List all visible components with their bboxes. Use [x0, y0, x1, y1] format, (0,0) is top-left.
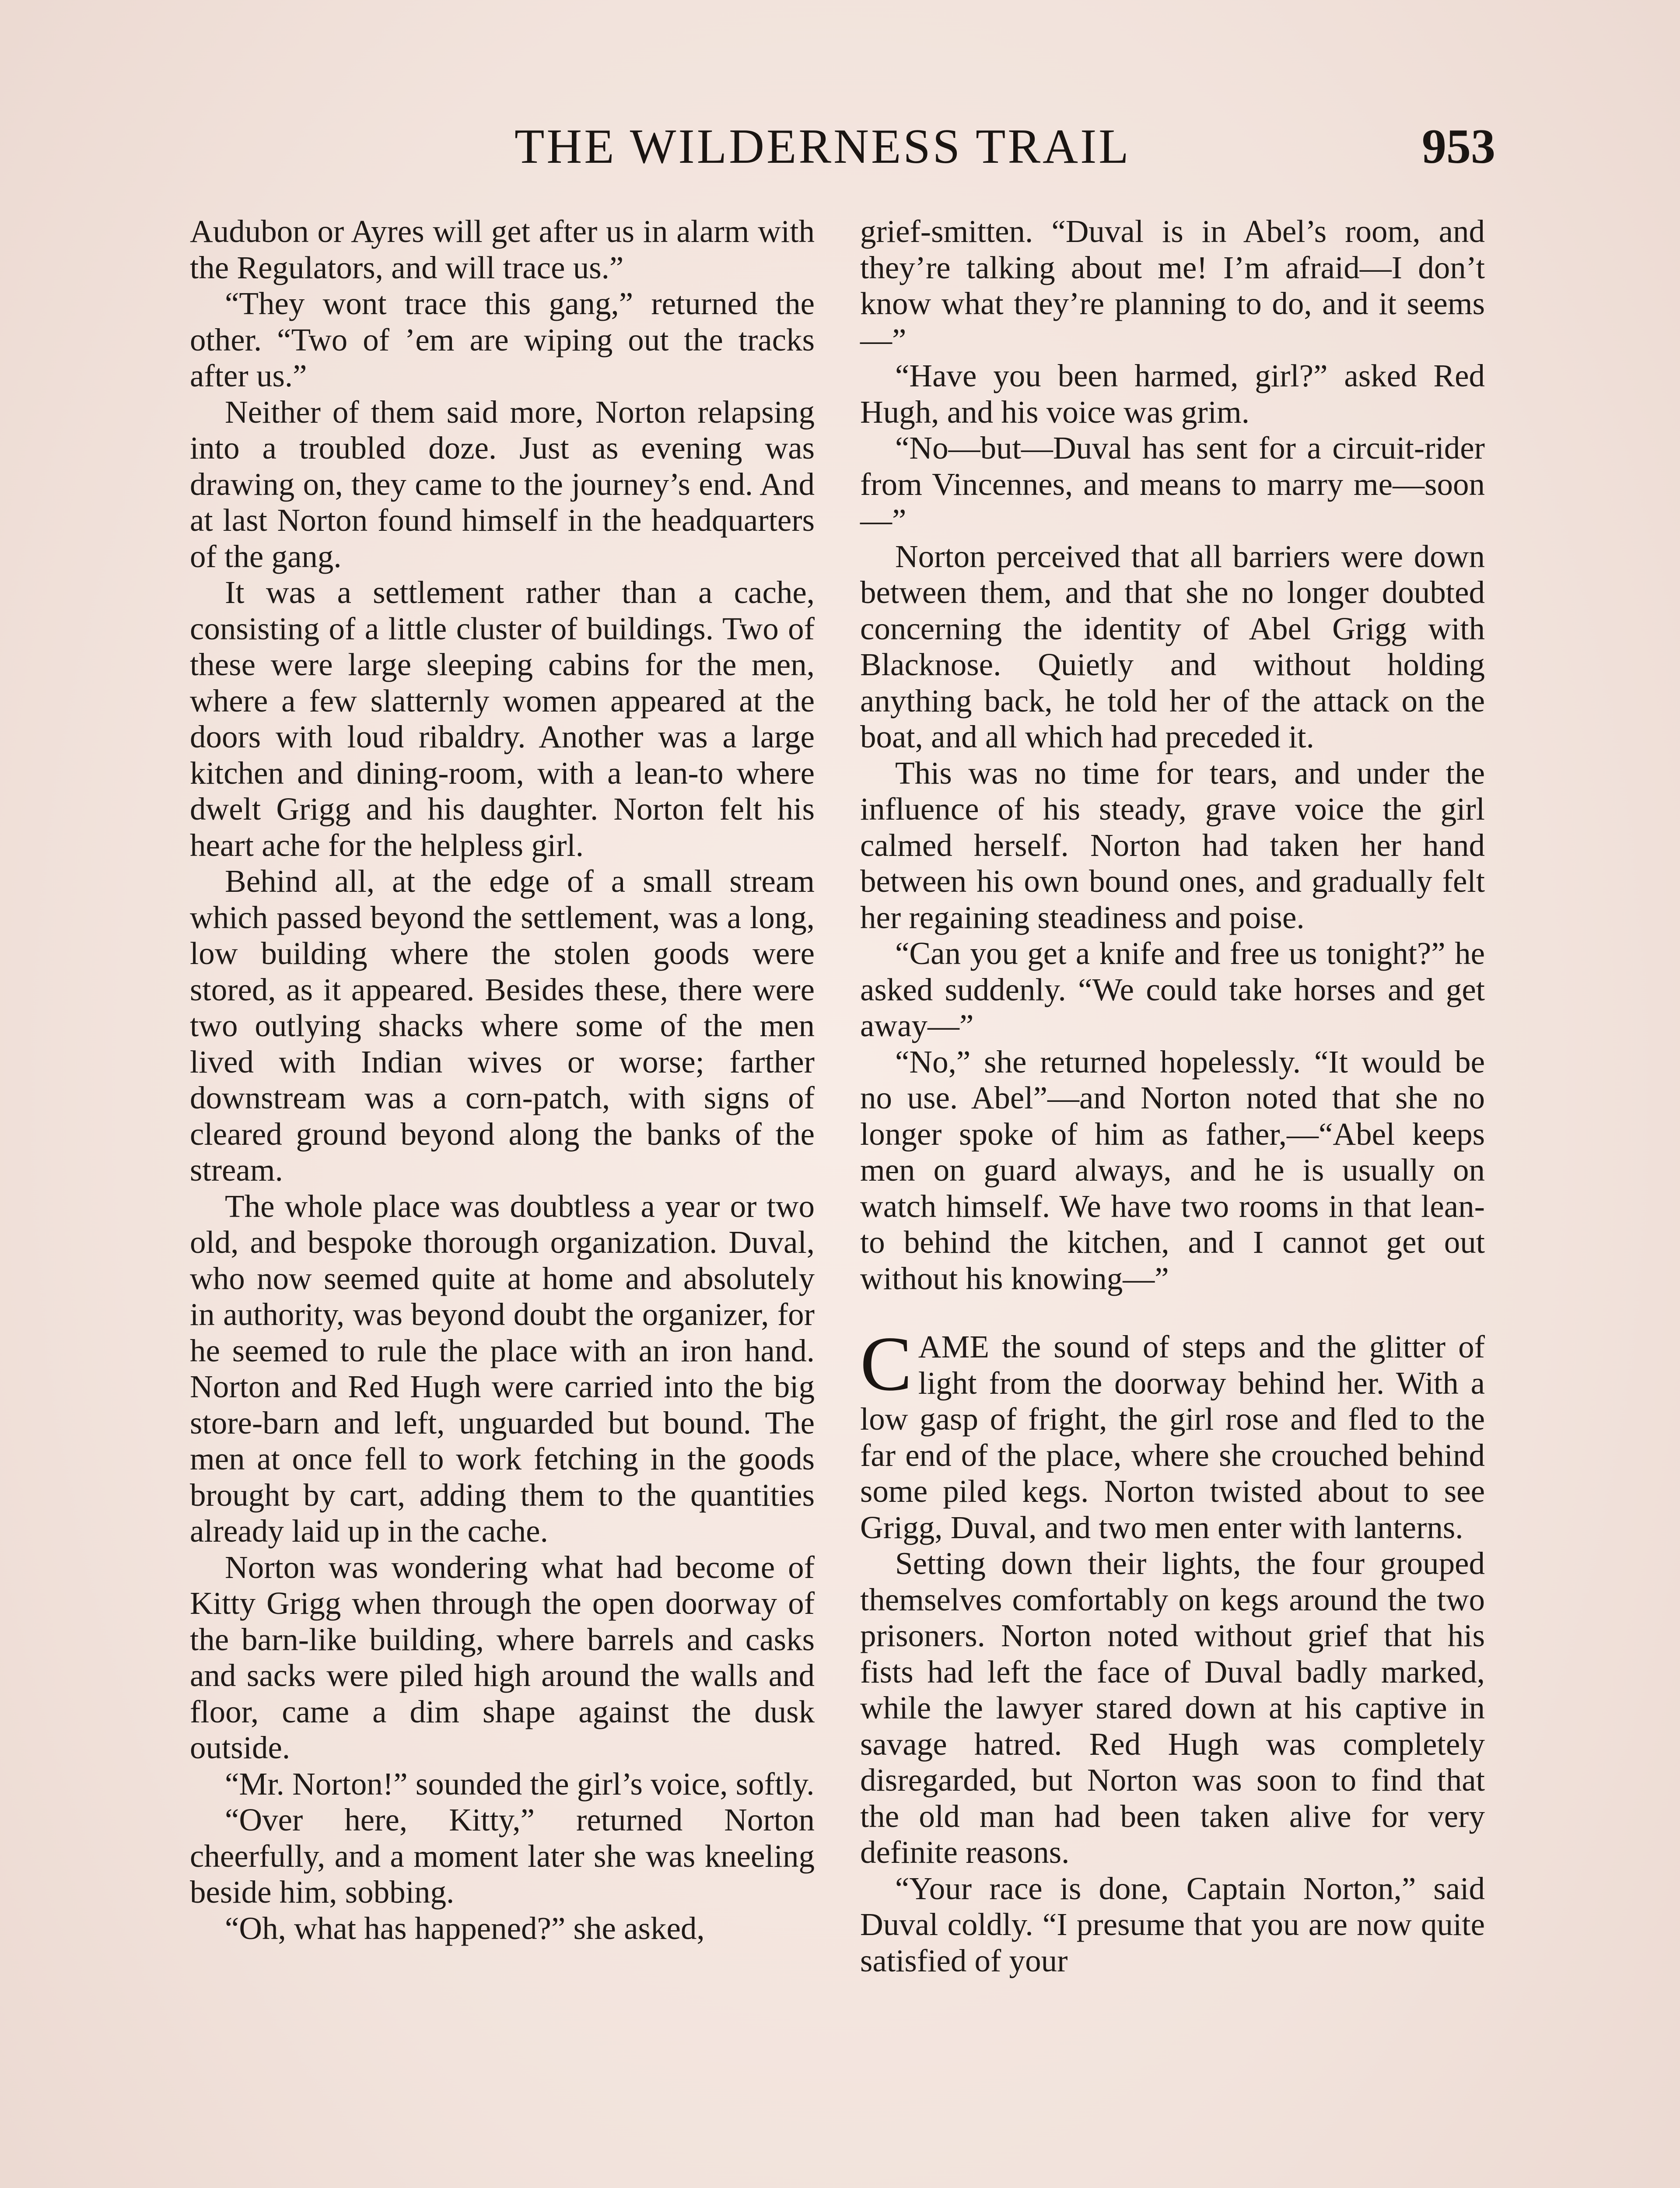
paragraph: “No,” she returned hopelessly. “It would be no use. Abel”—and Norton noted that she no longer spoke of him as father,—“Abel keeps men on guard always, and he is usually on watch himself. We have two rooms in that lean-to behind the kitchen, and I cannot get out without his knowing—” — [860, 1044, 1485, 1296]
right-column — [860, 214, 1485, 1979]
paragraph: “Oh, what has happened?” she asked, — [225, 1910, 705, 1946]
running-head: THE WILDERNESS TRAIL — [514, 119, 1131, 174]
section-break — [860, 1297, 1485, 1329]
paragraph: “They wont trace this gang,” returned the other. “Two of ’em are wiping out the tracks after us.” — [190, 286, 815, 393]
drop-cap: C — [860, 1320, 912, 1407]
paragraph: Behind all, at the edge of a small stream which passed beyond the settlement, was a long, low building where the stolen goods were stored, as it appeared. Besides these, there were two outlying shacks where some of the men lived with Indian wives or worse; farther downstream was a corn-patch, with signs of cleared ground beyond along the banks of the stream. — [190, 863, 815, 1188]
paragraph: Norton perceived that all barriers were down between them, and that she no longer doubted concerning the identity of Abel Grigg with Blacknose. Quietly and without holding anything back, he told her of the attack on the boat, and all which had preceded it. — [860, 538, 1485, 754]
paragraph: “Can you get a knife and free us tonight?” he asked suddenly. “We could take horses and get away—” — [860, 936, 1485, 1043]
paragraph: It was a settlement rather than a cache, consisting of a little cluster of buildings. Two of these were large sleeping cabins for the men, where a few slatternly women appeared at the doors with loud ribaldry. Another was a large kitchen and dining-room, with a lean-to where dwelt Grigg and his daughter. Norton felt his heart ache for the helpless girl. — [190, 575, 815, 863]
paragraph: Audubon or Ayres will get after us in alarm with the Regulators, and will trace us.” — [190, 214, 815, 285]
paragraph: “Over here, Kitty,” returned Norton cheerfully, and a moment later she was kneeling beside him, sobbing. — [190, 1802, 815, 1910]
paragraph: “No—but—Duval has sent for a circuit-rider from Vincennes, and means to marry me—soon—” — [860, 430, 1485, 538]
paragraph: The whole place was doubtless a year or two old, and bespoke thorough organization. Duval, who now seemed quite at home and absolutely in authority, was beyond doubt the organizer, for he seemed to rule the place with an iron hand. Norton and Red Hugh were carried into the big store-barn and left, unguarded but bound. The men at once fell to work fetching in the goods brought by cart, adding them to the quantities already laid up in the cache. — [190, 1188, 815, 1549]
paragraph: “Mr. Norton!” sounded the girl’s voice, softly. — [225, 1766, 815, 1802]
paragraph: Neither of them said more, Norton relapsing into a troubled doze. Just as evening was drawing on, they came to the journey’s end. And at last Norton found himself in the headquarters of the gang. — [190, 394, 815, 574]
drop-cap-paragraph-text: AME the sound of steps and the glitter of light from the doorway behind her. With a low gasp of fright, the girl rose and fled to the far end of the place, where she crouched behind some piled kegs. Norton twisted about to see Grigg, Duval, and two men enter with lanterns. — [860, 1329, 1485, 1545]
page-number: 953 — [1422, 119, 1495, 174]
paragraph: Norton was wondering what had become of Kitty Grigg when through the open doorway of the barn-like building, where barrels and casks and sacks were piled high around the walls and floor, came a dim shape against the dusk outside. — [190, 1549, 815, 1765]
paragraph: grief-smitten. “Duval is in Abel’s room, and they’re talking about me! I’m afraid—I don’t know what they’re planning to do, and it seems—” — [860, 214, 1485, 358]
section-opening-paragraph — [860, 1320, 1485, 1546]
paragraph: “Have you been harmed, girl?” asked Red Hugh, and his voice was grim. — [860, 358, 1485, 430]
left-column — [190, 214, 815, 1946]
paragraph: Setting down their lights, the four grouped themselves comfortably on kegs around the two prisoners. Norton noted without grief that his fists had left the face of Duval badly marked, while the lawyer stared down at his captive in savage hatred. Red Hugh was completely disregarded, but Norton was soon to find that the old man had been taken alive for very definite reasons. — [860, 1546, 1485, 1870]
paragraph: This was no time for tears, and under the influence of his steady, grave voice the girl calmed herself. Norton had taken her hand between his own bound ones, and gradually felt her regaining steadiness and poise. — [860, 755, 1485, 935]
paragraph: “Your race is done, Captain Norton,” said Duval coldly. “I presume that you are now quite satisfied of your — [860, 1870, 1485, 1978]
